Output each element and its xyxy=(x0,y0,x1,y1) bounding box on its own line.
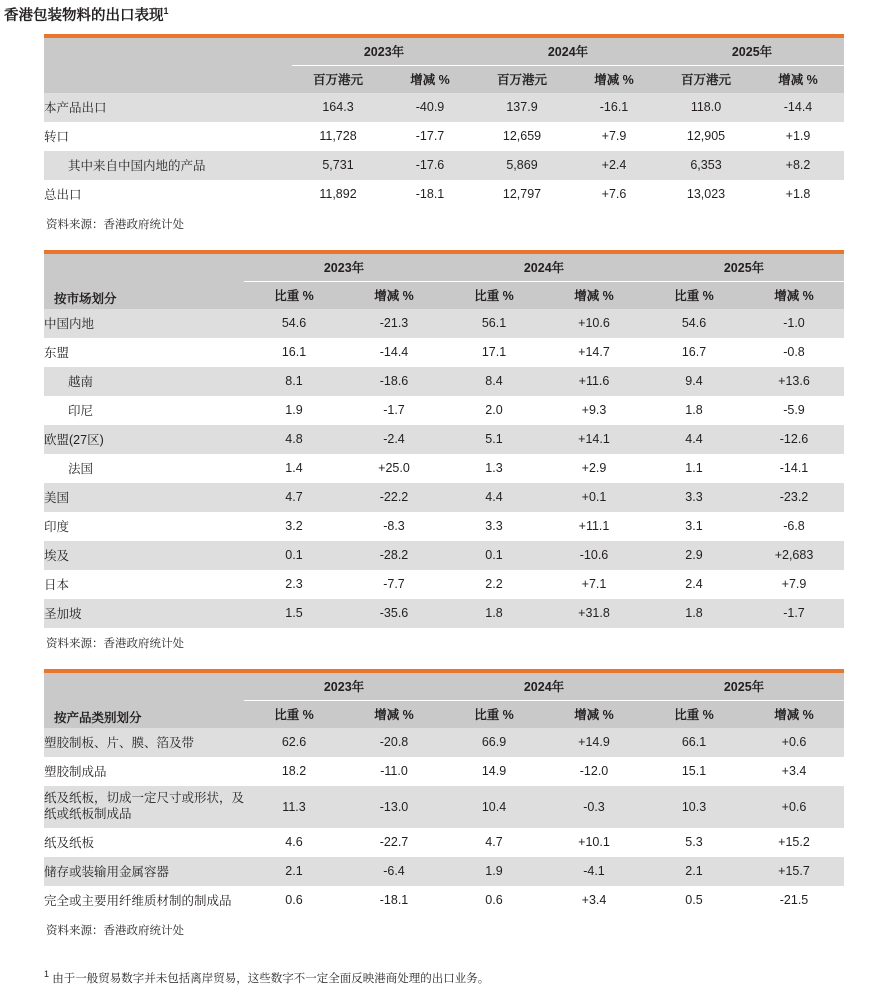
cell-value: 16.1 xyxy=(244,338,344,367)
cell-value: 10.3 xyxy=(644,786,744,828)
table-by-market xyxy=(44,250,844,628)
table-row xyxy=(44,512,844,541)
table-row xyxy=(44,338,844,367)
cell-value: 17.1 xyxy=(444,338,544,367)
metric-header-1: 增减 % xyxy=(384,65,476,93)
table-row xyxy=(44,570,844,599)
cell-value: 66.1 xyxy=(644,728,744,757)
row-label: 中国内地 xyxy=(44,309,244,338)
table-header-years xyxy=(44,254,844,282)
table-block-overall xyxy=(0,34,883,232)
cell-value: +8.2 xyxy=(752,151,844,180)
cell-value: -20.8 xyxy=(344,728,444,757)
table-row xyxy=(44,93,844,122)
year-header-2024: 2024年 xyxy=(444,254,644,282)
cell-value: 9.4 xyxy=(644,367,744,396)
row-label: 纸及纸板，切成一定尺寸或形状，及纸或纸板制成品 xyxy=(44,786,244,828)
cell-value: 1.3 xyxy=(444,454,544,483)
metric-header-3: 增减 % xyxy=(544,700,644,728)
row-label: 美国 xyxy=(44,483,244,512)
cell-value: 66.9 xyxy=(444,728,544,757)
cell-value: 4.8 xyxy=(244,425,344,454)
cell-value: 11,728 xyxy=(292,122,384,151)
cell-value: 3.3 xyxy=(644,483,744,512)
metric-header-3: 增减 % xyxy=(568,65,660,93)
cell-value: 1.8 xyxy=(644,599,744,628)
cell-value: 1.9 xyxy=(444,857,544,886)
cell-value: 12,797 xyxy=(476,180,568,209)
cell-value: -12.0 xyxy=(544,757,644,786)
metric-header-5: 增减 % xyxy=(744,700,844,728)
cell-value: 4.4 xyxy=(444,483,544,512)
table-row xyxy=(44,857,844,886)
table-row xyxy=(44,828,844,857)
cell-value: -35.6 xyxy=(344,599,444,628)
cell-value: +1.9 xyxy=(752,122,844,151)
table-block-by-product xyxy=(0,669,883,938)
cell-value: +0.6 xyxy=(744,786,844,828)
cell-value: 11.3 xyxy=(244,786,344,828)
cell-value: -6.8 xyxy=(744,512,844,541)
cell-value: 1.9 xyxy=(244,396,344,425)
cell-value: +3.4 xyxy=(744,757,844,786)
cell-value: -14.4 xyxy=(752,93,844,122)
source-note: 资料来源：香港政府统计处 xyxy=(46,637,184,650)
cell-value: +7.9 xyxy=(744,570,844,599)
cell-value: 2.1 xyxy=(244,857,344,886)
cell-value: -0.8 xyxy=(744,338,844,367)
row-label: 塑胶制成品 xyxy=(44,757,244,786)
cell-value: -1.7 xyxy=(344,396,444,425)
cell-value: 8.4 xyxy=(444,367,544,396)
cell-value: 118.0 xyxy=(660,93,752,122)
cell-value: +2,683 xyxy=(744,541,844,570)
row-label: 本产品出口 xyxy=(44,93,292,122)
row-label: 越南 xyxy=(44,367,244,396)
year-header-2024: 2024年 xyxy=(476,38,660,66)
cell-value: -10.6 xyxy=(544,541,644,570)
year-header-2023: 2023年 xyxy=(244,254,444,282)
cell-value: -11.0 xyxy=(344,757,444,786)
year-header-2025: 2025年 xyxy=(644,673,844,701)
table-header-metrics xyxy=(44,65,844,93)
year-header-2025: 2025年 xyxy=(660,38,844,66)
cell-value: +0.6 xyxy=(744,728,844,757)
cell-value: 3.1 xyxy=(644,512,744,541)
table-row xyxy=(44,541,844,570)
cell-value: +1.8 xyxy=(752,180,844,209)
cell-value: +2.9 xyxy=(544,454,644,483)
row-label: 纸及纸板 xyxy=(44,828,244,857)
cell-value: +15.7 xyxy=(744,857,844,886)
metric-header-blank xyxy=(44,65,292,93)
cell-value: 0.1 xyxy=(444,541,544,570)
cell-value: 13,023 xyxy=(660,180,752,209)
cell-value: -13.0 xyxy=(344,786,444,828)
cell-value: -6.4 xyxy=(344,857,444,886)
cell-value: 2.9 xyxy=(644,541,744,570)
table-row xyxy=(44,396,844,425)
cell-value: -17.6 xyxy=(384,151,476,180)
cell-value: 62.6 xyxy=(244,728,344,757)
cell-value: -21.5 xyxy=(744,886,844,915)
cell-value: 1.1 xyxy=(644,454,744,483)
footnote-marker: 1 xyxy=(44,968,50,979)
cell-value: 6,353 xyxy=(660,151,752,180)
metric-header-3: 增减 % xyxy=(544,281,644,309)
cell-value: +14.1 xyxy=(544,425,644,454)
cell-value: -1.0 xyxy=(744,309,844,338)
cell-value: 0.6 xyxy=(244,886,344,915)
cell-value: +9.3 xyxy=(544,396,644,425)
cell-value: 137.9 xyxy=(476,93,568,122)
metric-header-4: 比重 % xyxy=(644,700,744,728)
cell-value: 2.1 xyxy=(644,857,744,886)
table-row xyxy=(44,599,844,628)
cell-value: +14.7 xyxy=(544,338,644,367)
cell-value: -8.3 xyxy=(344,512,444,541)
row-label: 欧盟(27区) xyxy=(44,425,244,454)
table-row xyxy=(44,454,844,483)
cell-value: 14.9 xyxy=(444,757,544,786)
cell-value: 2.2 xyxy=(444,570,544,599)
cell-value: -5.9 xyxy=(744,396,844,425)
metric-header-5: 增减 % xyxy=(752,65,844,93)
cell-value: 0.1 xyxy=(244,541,344,570)
cell-value: -14.4 xyxy=(344,338,444,367)
row-label: 东盟 xyxy=(44,338,244,367)
table-row xyxy=(44,757,844,786)
metric-header-1: 增减 % xyxy=(344,281,444,309)
cell-value: 1.8 xyxy=(644,396,744,425)
cell-value: -17.7 xyxy=(384,122,476,151)
table-row xyxy=(44,309,844,338)
page-title xyxy=(0,0,883,34)
cell-value: -7.7 xyxy=(344,570,444,599)
cell-value: -18.1 xyxy=(384,180,476,209)
table-row xyxy=(44,728,844,757)
row-label: 印度 xyxy=(44,512,244,541)
cell-value: -0.3 xyxy=(544,786,644,828)
row-label: 塑胶制板、片、膜、箔及带 xyxy=(44,728,244,757)
row-header-label xyxy=(44,38,292,66)
cell-value: 5.3 xyxy=(644,828,744,857)
cell-value: +11.1 xyxy=(544,512,644,541)
page-title-footnote-marker: 1 xyxy=(163,6,169,16)
cell-value: 8.1 xyxy=(244,367,344,396)
table-by-product-category xyxy=(44,669,844,915)
cell-value: 5,731 xyxy=(292,151,384,180)
cell-value: 15.1 xyxy=(644,757,744,786)
cell-value: +7.1 xyxy=(544,570,644,599)
row-label: 完全或主要用纤维质材制的制成品 xyxy=(44,886,244,915)
cell-value: -18.6 xyxy=(344,367,444,396)
metric-header-4: 比重 % xyxy=(644,281,744,309)
table-row xyxy=(44,122,844,151)
row-label: 法国 xyxy=(44,454,244,483)
cell-value: +13.6 xyxy=(744,367,844,396)
cell-value: 16.7 xyxy=(644,338,744,367)
table-header-years xyxy=(44,673,844,701)
cell-value: 10.4 xyxy=(444,786,544,828)
cell-value: 11,892 xyxy=(292,180,384,209)
cell-value: -23.2 xyxy=(744,483,844,512)
row-label: 日本 xyxy=(44,570,244,599)
cell-value: 4.7 xyxy=(244,483,344,512)
cell-value: 1.8 xyxy=(444,599,544,628)
cell-value: +10.1 xyxy=(544,828,644,857)
cell-value: 4.6 xyxy=(244,828,344,857)
row-label: 储存或装输用金属容器 xyxy=(44,857,244,886)
cell-value: 54.6 xyxy=(244,309,344,338)
source-note: 资料来源：香港政府统计处 xyxy=(46,924,184,937)
cell-value: -22.2 xyxy=(344,483,444,512)
cell-value: +10.6 xyxy=(544,309,644,338)
cell-value: 4.4 xyxy=(644,425,744,454)
metric-header-4: 百万港元 xyxy=(660,65,752,93)
cell-value: 5.1 xyxy=(444,425,544,454)
cell-value: 0.6 xyxy=(444,886,544,915)
cell-value: 12,905 xyxy=(660,122,752,151)
cell-value: 1.5 xyxy=(244,599,344,628)
metric-header-0: 比重 % xyxy=(244,700,344,728)
table-overall-export-performance xyxy=(44,34,844,209)
cell-value: +7.9 xyxy=(568,122,660,151)
cell-value: +31.8 xyxy=(544,599,644,628)
cell-value: 4.7 xyxy=(444,828,544,857)
cell-value: 3.2 xyxy=(244,512,344,541)
cell-value: +0.1 xyxy=(544,483,644,512)
table-header-years xyxy=(44,38,844,66)
source-note: 资料来源：香港政府统计处 xyxy=(46,218,184,231)
row-label: 总出口 xyxy=(44,180,292,209)
row-label: 其中来自中国内地的产品 xyxy=(44,151,292,180)
table-row xyxy=(44,180,844,209)
row-label: 转口 xyxy=(44,122,292,151)
cell-value: 164.3 xyxy=(292,93,384,122)
row-header-label: 按产品类别划分 xyxy=(44,673,244,728)
cell-value: +11.6 xyxy=(544,367,644,396)
row-label: 圣加坡 xyxy=(44,599,244,628)
year-header-2025: 2025年 xyxy=(644,254,844,282)
cell-value: -21.3 xyxy=(344,309,444,338)
cell-value: -18.1 xyxy=(344,886,444,915)
table-block-by-market xyxy=(0,250,883,651)
cell-value: +25.0 xyxy=(344,454,444,483)
cell-value: 54.6 xyxy=(644,309,744,338)
metric-header-2: 比重 % xyxy=(444,700,544,728)
row-label: 埃及 xyxy=(44,541,244,570)
table-row xyxy=(44,483,844,512)
table-row xyxy=(44,425,844,454)
metric-header-1: 增减 % xyxy=(344,700,444,728)
table-row xyxy=(44,886,844,915)
cell-value: +3.4 xyxy=(544,886,644,915)
cell-value: -22.7 xyxy=(344,828,444,857)
cell-value: 1.4 xyxy=(244,454,344,483)
metric-header-2: 比重 % xyxy=(444,281,544,309)
year-header-2023: 2023年 xyxy=(244,673,444,701)
cell-value: 2.3 xyxy=(244,570,344,599)
cell-value: 18.2 xyxy=(244,757,344,786)
cell-value: +14.9 xyxy=(544,728,644,757)
cell-value: 56.1 xyxy=(444,309,544,338)
year-header-2024: 2024年 xyxy=(444,673,644,701)
metric-header-2: 百万港元 xyxy=(476,65,568,93)
metric-header-5: 增减 % xyxy=(744,281,844,309)
row-label: 印尼 xyxy=(44,396,244,425)
cell-value: -4.1 xyxy=(544,857,644,886)
row-header-label: 按市场划分 xyxy=(44,254,244,309)
cell-value: -2.4 xyxy=(344,425,444,454)
cell-value: +15.2 xyxy=(744,828,844,857)
cell-value: -40.9 xyxy=(384,93,476,122)
cell-value: -28.2 xyxy=(344,541,444,570)
footnote xyxy=(0,956,883,998)
page-title-text: 香港包装物料的出口表现 xyxy=(4,7,164,24)
year-header-2023: 2023年 xyxy=(292,38,476,66)
cell-value: +7.6 xyxy=(568,180,660,209)
cell-value: -14.1 xyxy=(744,454,844,483)
cell-value: -1.7 xyxy=(744,599,844,628)
table-row xyxy=(44,786,844,828)
cell-value: +2.4 xyxy=(568,151,660,180)
cell-value: 0.5 xyxy=(644,886,744,915)
table-row xyxy=(44,151,844,180)
metric-header-0: 百万港元 xyxy=(292,65,384,93)
footnote-text: 由于一般贸易数字并未包括离岸贸易，这些数字不一定全面反映港商处理的出口业务。 xyxy=(52,972,490,985)
table-row xyxy=(44,367,844,396)
cell-value: 2.0 xyxy=(444,396,544,425)
cell-value: 3.3 xyxy=(444,512,544,541)
cell-value: 2.4 xyxy=(644,570,744,599)
cell-value: 5,869 xyxy=(476,151,568,180)
cell-value: -16.1 xyxy=(568,93,660,122)
metric-header-0: 比重 % xyxy=(244,281,344,309)
cell-value: 12,659 xyxy=(476,122,568,151)
cell-value: -12.6 xyxy=(744,425,844,454)
